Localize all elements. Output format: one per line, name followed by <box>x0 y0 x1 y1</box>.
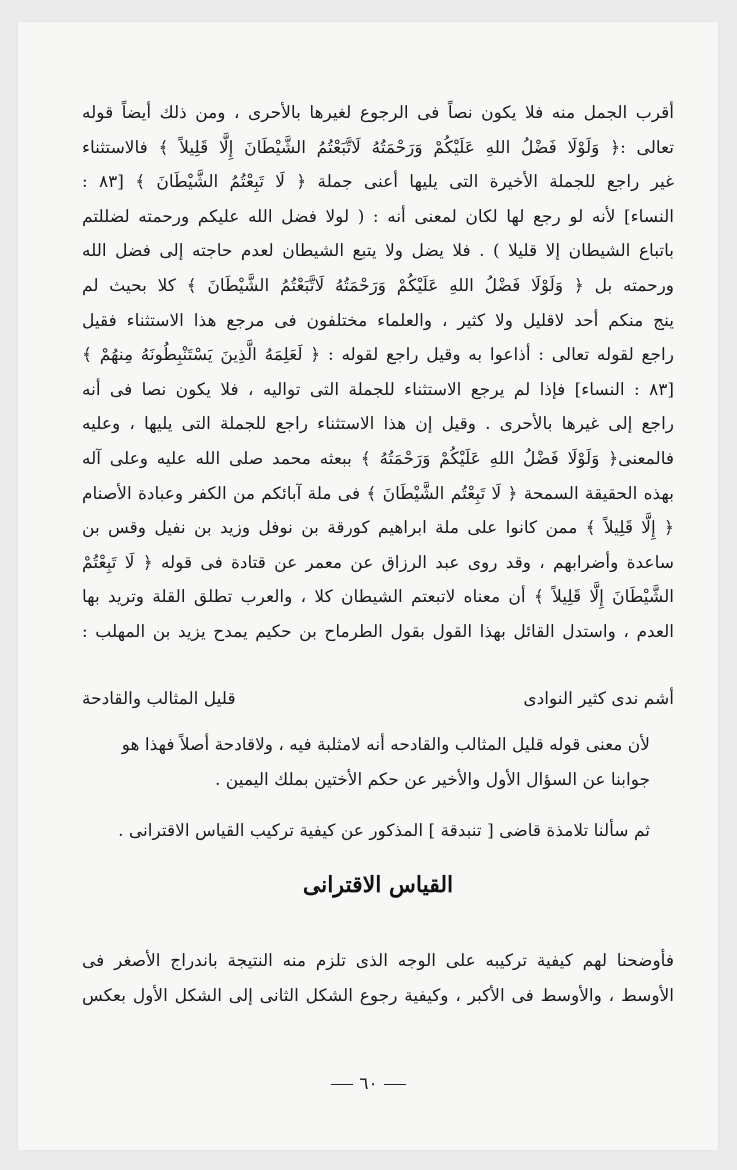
text-line: بهذه الحقيقة السمحة ﴿ لَا تَبِعْتُم الشَّيْطَانَ ﴾ فى ملة آبائكم من الكفر وعبادة الأصنام <box>82 483 674 504</box>
page-number-text: ٦٠ <box>359 1074 378 1094</box>
text-line: راجع لقوله تعالى : أذاعوا به وقيل راجع لقوله : ﴿ لَعَلِمَهُ الَّذِينَ يَسْتَنْبِطُونَهُ مِنهُمْ ﴾ <box>82 345 674 366</box>
answer-paragraph <box>82 728 674 797</box>
text-line: [٨٣ : النساء] فإذا لم يرجع الاستثناء للجملة التى تواليه ، فلا يكون نصا فى أنه <box>82 379 674 400</box>
text-line: ساعدة وأضرابهم ، وقد روى عبد الرزاق عن معمر عن قتادة فى قوله ﴿ لَا تَبِعْتُمْ <box>82 552 674 573</box>
poem-second-hemistich: قليل المثالب والقادحة <box>82 689 236 709</box>
text-line: أقرب الجمل منه فلا يكون نصاً فى الرجوع لغيرها بالأحرى ، ومن ذلك أيضاً قوله <box>82 103 674 123</box>
text-line: جوابنا عن السؤال الأول والأخير عن حكم الأختين بملك اليمين . <box>214 769 650 790</box>
poem-verse <box>82 682 674 716</box>
text-line: ورحمته بل ﴿ وَلَوْلَا فَضْلُ اللهِ عَلَيْكُمْ وَرَحْمَتُهُ لَاتَّبَعْتُمُ الشَّيْطَانَ ﴾ كلا بحيث لم <box>82 275 674 296</box>
text-line: راجع إلى غيرها بالأحرى . وقيل إن هذا الاستثناء راجع للجملة التى يليها ، وعليه <box>82 414 674 435</box>
text-line: الأوسط ، والأوسط فى الأكبر ، وكيفية رجوع الشكل الثانى إلى الشكل الأول بعكس <box>82 985 674 1006</box>
text-line: لأن معنى قوله قليل المثالب والقادحه أنه لامثلبة فيه ، ولاقادحة أصلاً فهذا هو <box>121 735 650 755</box>
text-line: العدم ، واستدل القائل بهذا القول بقول الطرماح بن حكيم يمدح يزيد بن المهلب : <box>82 621 674 642</box>
text-line: ينج منكم أحد لاقليل ولا كثير ، والعلماء مختلفون فى مرجع هذا الاستثناء فقيل <box>82 310 674 331</box>
text-line: تعالى :﴿ وَلَوْلَا فَضْلُ اللهِ عَلَيْكُمْ وَرَحْمَتُهُ لَاتَّبَعْتُمُ الشَّيْطَانَ إِلَّا قَلِيلاً ﴾ فالاستثناء <box>82 137 674 158</box>
section-paragraph <box>82 944 674 1013</box>
text-line: ﴿ إِلَّا قَلِيلاً ﴾ ممن كانوا على ملة ابراهيم كورقة بن نوفل وزيد بن نفيل وقس بن <box>82 518 674 539</box>
text-line: فالمعنى﴿ وَلَوْلَا فَضْلُ اللهِ عَلَيْكُمْ وَرَحْمَتُهُ ﴾ ببعثه محمد صلى الله عليه وعلى آله <box>82 448 674 469</box>
text-line: النساء] لأنه لو رجع لها لكان لمعنى أنه : ( لولا فضل الله عليكم ورحمته لضللتم <box>82 206 674 227</box>
text-line: باتباع الشيطان إلا قليلا ) . فلا يضل ولا يتبع الشيطان لعدم حاجته إلى فضل الله <box>82 241 674 262</box>
dash-left <box>384 1084 406 1085</box>
main-paragraph <box>82 96 674 650</box>
text-line: فأوضحنا لهم كيفية تركيبه على الوجه الذى تلزم منه النتيجة باندراج الأصغر فى <box>82 951 674 971</box>
page-number <box>0 1074 737 1094</box>
text-line: ثم سألنا تلامذة قاضى [ تنبدقة ] المذكور عن كيفية تركيب القياس الاقترانى . <box>118 821 650 841</box>
question-paragraph <box>82 814 674 849</box>
dash-right <box>331 1084 353 1085</box>
text-line: الشَّيْطَانَ إِلَّا قَلِيلاً ﴾ أن معناه لاتبعتم الشيطان كلا ، والعرب تطلق القلة وتريد بها <box>82 587 674 608</box>
poem-first-hemistich: أشم ندى كثير النوادى <box>523 689 674 709</box>
section-heading: القياس الاقترانى <box>302 872 454 898</box>
text-line: غير راجع للجملة الأخيرة التى يليها أعنى جملة ﴿ لَا تَبِعْتُمُ الشَّيْطَانَ ﴾ [٨٣ : <box>82 172 674 193</box>
